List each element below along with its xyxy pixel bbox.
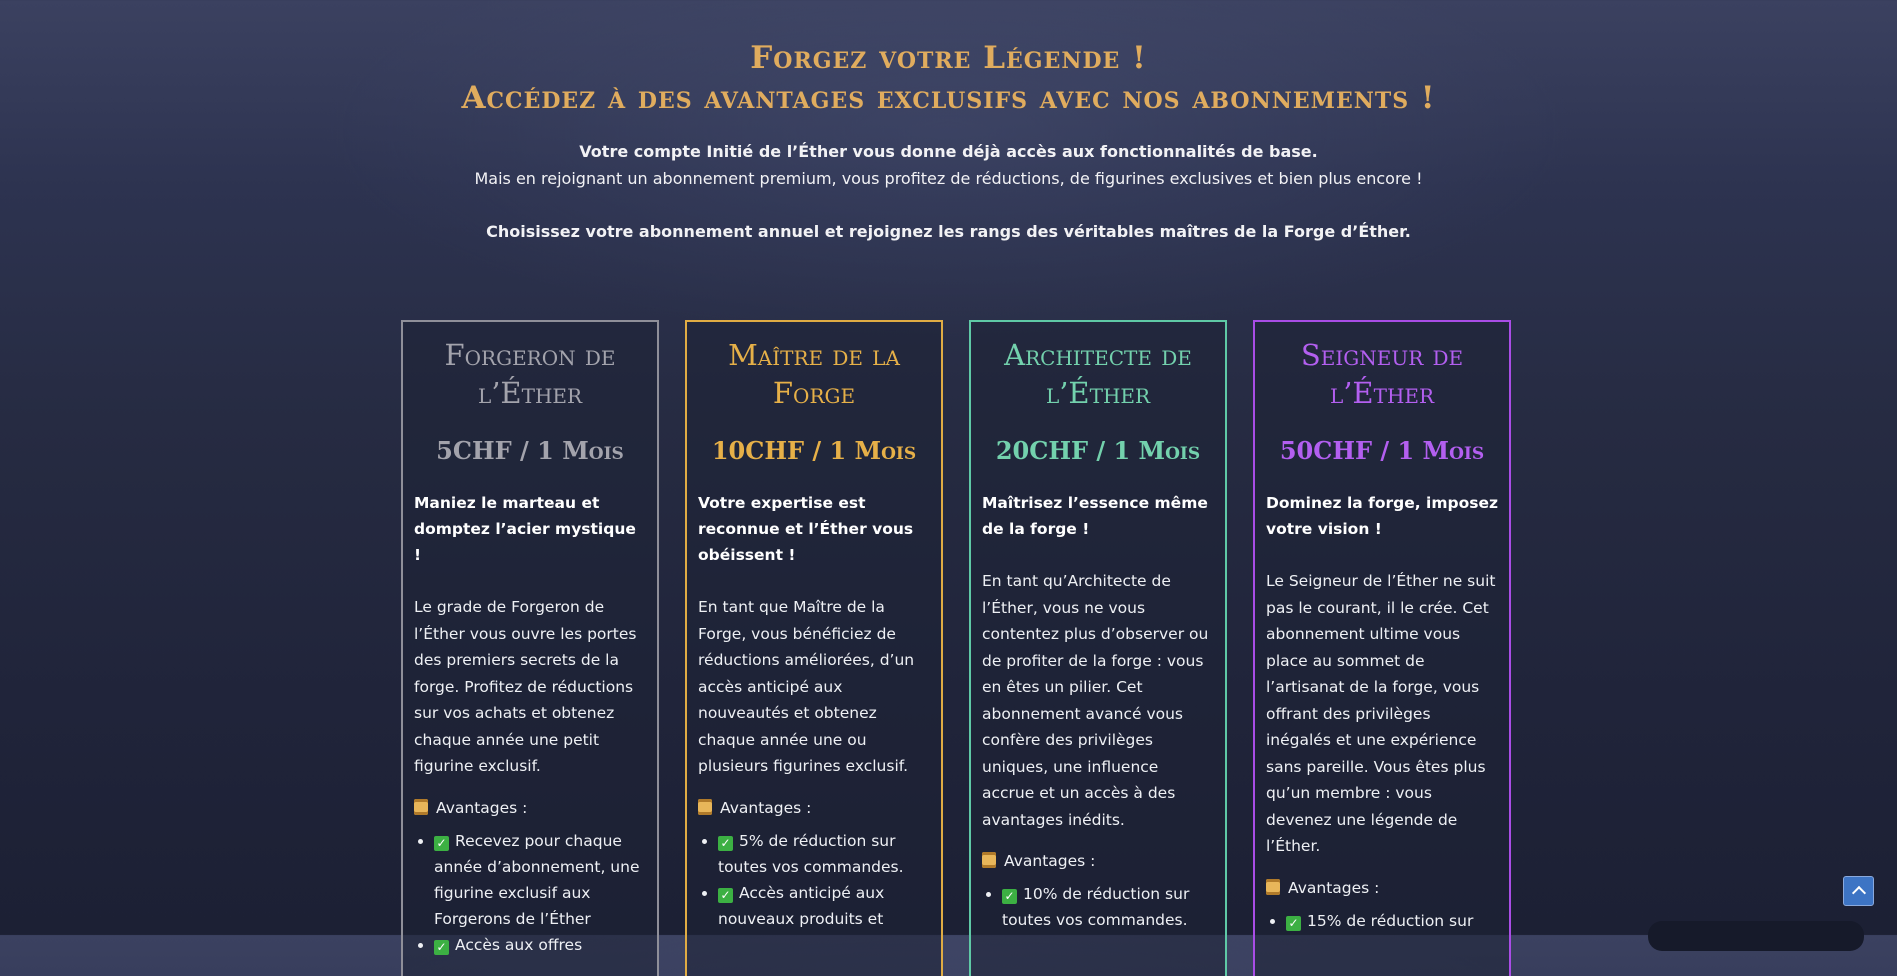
chevron-up-icon (1851, 886, 1865, 900)
plan-price: 20CHF / 1 Mois (995, 436, 1201, 465)
back-to-top-button[interactable] (1843, 876, 1874, 906)
headline-line-1: Forgez votre Légende ! (750, 40, 1147, 76)
list-item: • ✓ Accès aux offres (434, 932, 646, 958)
plan-tagline: Maniez le marteau et domptez l’acier mystique ! (414, 494, 636, 564)
intro-text (0, 138, 1897, 245)
plan-card-seigneur[interactable] (1253, 320, 1511, 976)
plan-description: Le Seigneur de l’Éther ne suit pas le courant, il le crée. Cet abonnement ultime vous place au sommet de l’artisanat de la forge, vous offrant des privilèges inégalés et une expérience sans pareille. Vous êtes plus qu’un membre : vous devenez une légende de l’Éther. (1266, 572, 1496, 855)
plan-card-forgeron[interactable] (401, 320, 659, 976)
list-item: • ✓ 5% de réduction sur toutes vos commandes. (718, 828, 930, 880)
advantages-list (1266, 908, 1498, 934)
check-mark-icon: ✓ (1286, 916, 1301, 931)
advantages-list (414, 828, 646, 958)
page-header (0, 38, 1897, 245)
chat-widget[interactable] (1648, 921, 1864, 951)
advantages-heading: Avantages : (1266, 876, 1498, 900)
headline-line-2: Accédez à des avantages exclusifs avec nos abonnements ! (461, 80, 1436, 116)
scroll-icon (1266, 879, 1280, 895)
list-item: • ✓ 10% de réduction sur toutes vos commandes. (1002, 881, 1214, 933)
plan-tagline: Votre expertise est reconnue et l’Éther vous obéissent ! (698, 494, 914, 564)
list-item: • ✓ 15% de réduction sur (1286, 908, 1498, 934)
plan-title: Forgeron de l’Éther (444, 338, 616, 410)
scroll-icon (698, 799, 712, 815)
advantages-heading: Avantages : (982, 849, 1214, 873)
intro-line-2: Mais en rejoignant un abonnement premium, vous profitez de réductions, de figurines exclusives et bien plus encore ! (474, 169, 1423, 188)
plan-tagline: Maîtrisez l’essence même de la forge ! (982, 494, 1208, 538)
plan-title: Seigneur de l’Éther (1300, 338, 1464, 410)
plan-title: Maître de la Forge (728, 338, 900, 410)
advantages-list (698, 828, 930, 932)
advantages-list (982, 881, 1214, 933)
plan-price: 5CHF / 1 Mois (436, 436, 624, 465)
check-mark-icon: ✓ (718, 836, 733, 851)
plan-description: Le grade de Forgeron de l’Éther vous ouvre les portes des premiers secrets de la forge. Profitez de réductions sur vos achats et obtenez chaque année une petit figurine exclusif. (414, 598, 637, 775)
intro-line-3: Choisissez votre abonnement annuel et rejoignez les rangs des véritables maîtres de la Forge d’Éther. (486, 222, 1411, 241)
check-mark-icon: ✓ (718, 888, 733, 903)
plan-card-maitre[interactable] (685, 320, 943, 976)
list-item: • ✓ Accès anticipé aux nouveaux produits et (718, 880, 930, 932)
plan-tagline: Dominez la forge, imposez votre vision ! (1266, 494, 1499, 538)
plan-price: 50CHF / 1 Mois (1279, 436, 1485, 465)
plan-price: 10CHF / 1 Mois (711, 436, 917, 465)
scroll-icon (414, 799, 428, 815)
scroll-icon (982, 852, 996, 868)
subscription-cards (401, 320, 1511, 976)
plan-title: Architecte de l’Éther (1004, 338, 1192, 410)
plan-card-architecte[interactable] (969, 320, 1227, 976)
intro-line-1: Votre compte Initié de l’Éther vous donne déjà accès aux fonctionnalités de base. (579, 142, 1318, 161)
check-mark-icon: ✓ (1002, 889, 1017, 904)
check-mark-icon: ✓ (434, 836, 449, 851)
advantages-heading: Avantages : (698, 796, 930, 820)
list-item: • ✓ Recevez pour chaque année d’abonnement, une figurine exclusif aux Forgerons de l’Éther (434, 828, 646, 932)
check-mark-icon: ✓ (434, 940, 449, 955)
advantages-heading: Avantages : (414, 796, 646, 820)
plan-description: En tant qu’Architecte de l’Éther, vous ne vous contentez plus d’observer ou de profiter de la forge : vous en êtes un pilier. Cet abonnement avancé vous confère des privilèges uniques, une influence accrue et un accès à des avantages inédits. (982, 572, 1209, 829)
plan-description: En tant que Maître de la Forge, vous bénéficiez de réductions améliorées, d’un accès anticipé aux nouveautés et obtenez chaque année une ou plusieurs figurines exclusif. (698, 598, 915, 775)
